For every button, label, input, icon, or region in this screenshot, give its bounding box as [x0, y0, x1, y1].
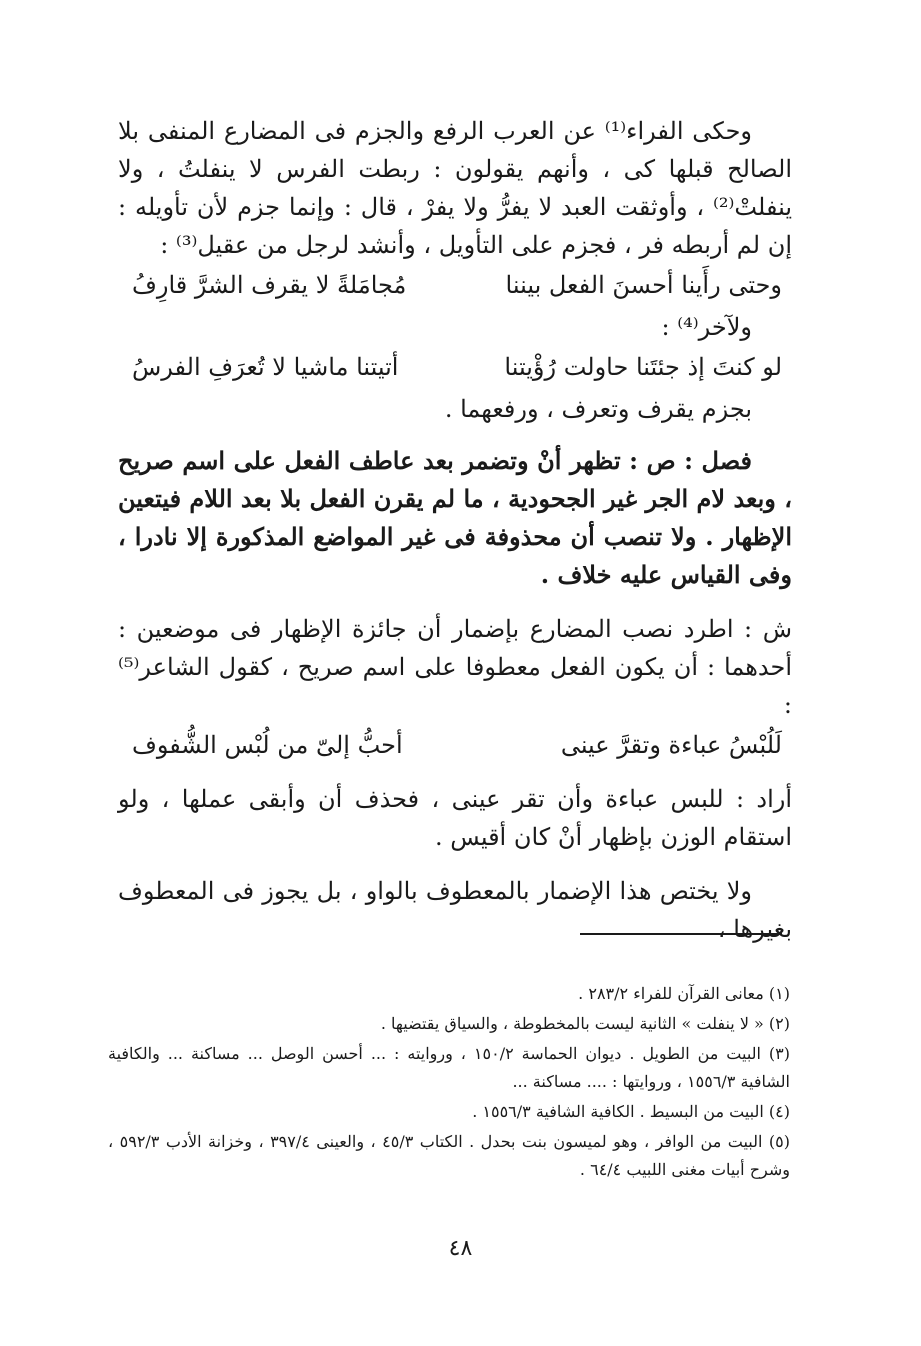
- verse-1-hemistich-1: وحتى رأَينا أحسنَ الفعل بيننا: [505, 271, 782, 299]
- paragraph-5: أراد : للبس عباءة وأن تقر عينى ، فحذف أن وأبقى عملها ، ولو استقام الوزن بإظهار أنْ كان أقيس .: [118, 785, 792, 851]
- paragraph-4: ش : اطرد نصب المضارع بإضمار أن جائزة الإظهار فى موضعين : أحدهما : أن يكون الفعل معطوفا على اسم صريح ، كقول الشاعر⁽⁵⁾ :: [118, 615, 792, 719]
- page-number: ٤٨: [448, 1236, 473, 1261]
- verse-2: [118, 348, 792, 386]
- verse-2-hemistich-2: أتيتنا ماشيا لا تُعرَفِ الفرسُ: [132, 353, 399, 381]
- verse-3: [118, 726, 792, 764]
- paragraph-2: ولآخر⁽⁴⁾ :: [661, 313, 752, 341]
- paragraph-1: وحكى الفراء⁽¹⁾ عن العرب الرفع والجزم فى المضارع المنفى بلا الصالح قبلها كى ، وأنهم يقولون : ربطت الفرس لا ينفلتُ ، ولا ينفلتْ⁽²⁾ ، وأوثقت العبد لا يفرُّ ولا يفرْ ، قال : وإنما جزم لأن تأويله : إن لم أربطه فر ، فجزم على التأويل ، وأنشد لرجل من عقيل⁽³⁾ :: [118, 117, 792, 259]
- verse-3-hemistich-2: أحبُّ إلىّ من لُبْس الشُّفوف: [132, 731, 403, 759]
- footnote-2: (٢) « لا ينفلت » الثانية ليست بالمخطوطة ، والسياق يقتضيها .: [380, 1014, 790, 1033]
- footnote-5: (٥) البيت من الوافر ، وهو لميسون بنت بحدل . الكتاب ٤٥/٣ ، والعينى ٣٩٧/٤ ، وخزانة الأدب ٥٩٢/٣ ، وشرح أبيات مغنى اللبيب ٦٤/٤ .: [108, 1132, 790, 1179]
- footnote-separator: [580, 933, 782, 935]
- footnote-3: (٣) البيت من الطويل . ديوان الحماسة ١٥٠/٢ ، وروايته : ... أحسن الوصل ... مساكنة ... والكافية الشافية ١٥٥٦/٣ ، وروايتها : .... مساكنة ...: [108, 1044, 790, 1091]
- verse-1-hemistich-2: مُجامَلةً لا يقرف الشرَّ قارِفُ: [132, 271, 407, 299]
- paragraph-3: بجزم يقرف وتعرف ، ورفعهما .: [444, 395, 752, 423]
- footnotes: [108, 980, 790, 1186]
- verse-3-hemistich-1: لَلُبْسُ عباءة وتقرَّ عينى: [560, 731, 782, 759]
- verse-2-hemistich-1: لو كنتَ إذ جئتَنا حاولت رُؤْيتنا: [504, 353, 782, 381]
- main-text: [118, 112, 792, 948]
- verse-1: [118, 266, 792, 304]
- rule-paragraph: فصل : ص : تظهر أنْ وتضمر بعد عاطف الفعل على اسم صريح ، وبعد لام الجر غير الجحودية ، ما لم يقرن الفعل بلا بعد اللام فيتعين الإظهار . ولا تنصب أن محذوفة فى غير المواضع المذكورة إلا نادرا ، وفى القياس عليه خلاف .: [118, 446, 792, 589]
- footnote-1: (١) معانى القرآن للفراء ٢٨٣/٢ .: [578, 984, 790, 1003]
- footnote-4: (٤) البيت من البسيط . الكافية الشافية ١٥٥٦/٣ .: [472, 1102, 790, 1121]
- paragraph-6: ولا يختص هذا الإضمار بالمعطوف بالواو ، بل يجوز فى المعطوف بغيرها ،: [118, 877, 792, 943]
